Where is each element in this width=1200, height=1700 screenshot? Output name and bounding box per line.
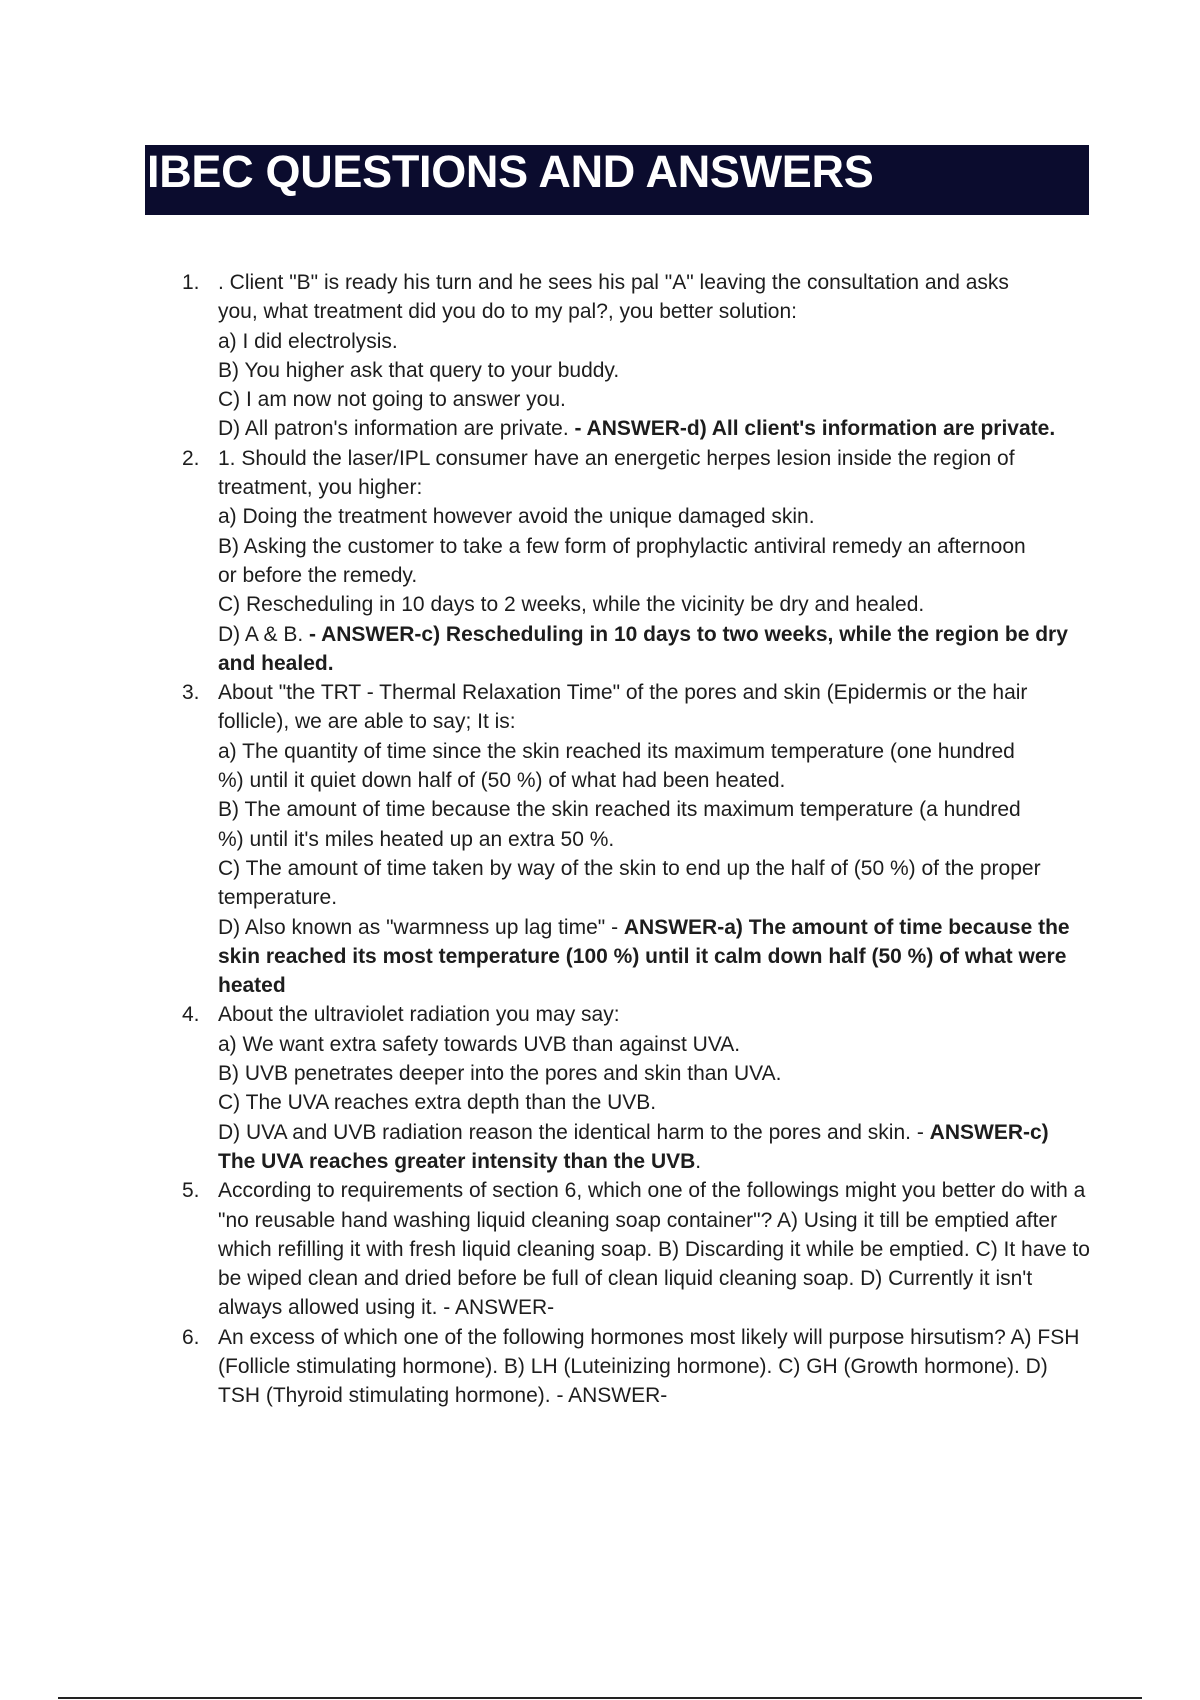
option-line: %) until it quiet down half of (50 %) of what had been heated.	[218, 769, 786, 793]
question-list	[170, 268, 1090, 1411]
option-line: C) The amount of time taken by way of the skin to end up the half of (50 %) of the proper	[218, 856, 1041, 880]
option-line: C) Rescheduling in 10 days to 2 weeks, while the vicinity be dry and healed.	[218, 593, 925, 617]
final-option-with-answer	[218, 620, 1090, 679]
answer-text: - ANSWER-d) All client's information are private.	[574, 417, 1056, 441]
question-line: About "the TRT - Thermal Relaxation Time" of the pores and skin (Epidermis or the hair	[218, 681, 1028, 705]
final-option-with-answer	[218, 414, 1090, 443]
option-line: temperature.	[218, 886, 338, 910]
answer-period: .	[695, 1149, 702, 1173]
question-1	[170, 268, 1090, 444]
question-number: 5.	[182, 1179, 200, 1203]
question-6	[170, 1323, 1090, 1411]
question-number: 2.	[182, 446, 200, 470]
final-option-with-answer	[218, 1118, 1090, 1177]
footer-divider	[58, 1697, 1142, 1699]
question-3	[170, 678, 1090, 1000]
question-number: 6.	[182, 1325, 200, 1349]
option-line: C) The UVA reaches extra depth than the UVB.	[218, 1091, 657, 1115]
question-line: 1. Should the laser/IPL consumer have an energetic herpes lesion inside the region of	[218, 446, 1015, 470]
option-line: B) Asking the customer to take a few form of prophylactic antiviral remedy an afternoon	[218, 534, 1026, 558]
question-number: 3.	[182, 681, 200, 705]
option-line: C) I am now not going to answer you.	[218, 388, 566, 412]
question-line: treatment, you higher:	[218, 476, 423, 500]
answer-text: - ANSWER-c) Rescheduling in 10 days to two weeks, while the region be dry and healed.	[218, 622, 1068, 675]
question-2	[170, 444, 1090, 678]
answer-text: ANSWER-c) The UVA reaches greater intensity than the UVB	[218, 1120, 1049, 1173]
question-line: you, what treatment did you do to my pal?, you better solution:	[218, 300, 797, 324]
option-line: or before the remedy.	[218, 563, 418, 587]
question-paragraph: According to requirements of section 6, which one of the followings might you better do with a "no reusable hand washing liquid cleaning soap container"? A) Using it till be emptied after which refilling it with fresh liquid cleaning soap. B) Discarding it while be emptied. C) It have to be wiped clean and dried before be full of clean liquid cleaning soap. D) Currently it isn't always allowed using it. - ANSWER-	[218, 1179, 1090, 1320]
question-4	[170, 1000, 1090, 1176]
question-number: 1.	[182, 271, 200, 294]
option-line: a) The quantity of time since the skin reached its maximum temperature (one hundred	[218, 739, 1015, 763]
final-option-with-answer	[218, 913, 1090, 1001]
final-option: D) All patron's information are private.	[218, 417, 575, 441]
option-line: B) You higher ask that query to your buddy.	[218, 358, 620, 382]
question-line: About the ultraviolet radiation you may say:	[218, 1003, 620, 1027]
question-line: follicle), we are able to say; It is:	[218, 710, 516, 734]
final-option: D) A & B.	[218, 622, 310, 646]
final-option: D) Also known as "warmness up lag time" -	[218, 915, 624, 939]
option-line: a) We want extra safety towards UVB than against UVA.	[218, 1032, 741, 1056]
question-number: 4.	[182, 1003, 200, 1027]
option-line: a) I did electrolysis.	[218, 329, 398, 353]
option-line: B) The amount of time because the skin reached its maximum temperature (a hundred	[218, 798, 1021, 822]
title-banner	[145, 145, 1089, 215]
answer-text: ANSWER-a) The amount of time because the skin reached its most temperature (100 %) until it calm down half (50 %) of what were heated	[218, 915, 1070, 998]
question-line: . Client "B" is ready his turn and he sees his pal "A" leaving the consultation and asks	[218, 271, 1009, 294]
option-line: a) Doing the treatment however avoid the unique damaged skin.	[218, 505, 815, 529]
option-line: %) until it's miles heated up an extra 50 %.	[218, 827, 615, 851]
page-title: IBEC QUESTIONS AND ANSWERS	[147, 146, 874, 197]
question-paragraph: An excess of which one of the following hormones most likely will purpose hirsutism? A) FSH (Follicle stimulating hormone). B) LH (Luteinizing hormone). C) GH (Growth hormone). D) TSH (Thyroid stimulating hormone). - ANSWER-	[218, 1325, 1080, 1408]
question-5	[170, 1176, 1090, 1322]
final-option: D) UVA and UVB radiation reason the identical harm to the pores and skin. -	[218, 1120, 930, 1144]
option-line: B) UVB penetrates deeper into the pores and skin than UVA.	[218, 1062, 782, 1086]
